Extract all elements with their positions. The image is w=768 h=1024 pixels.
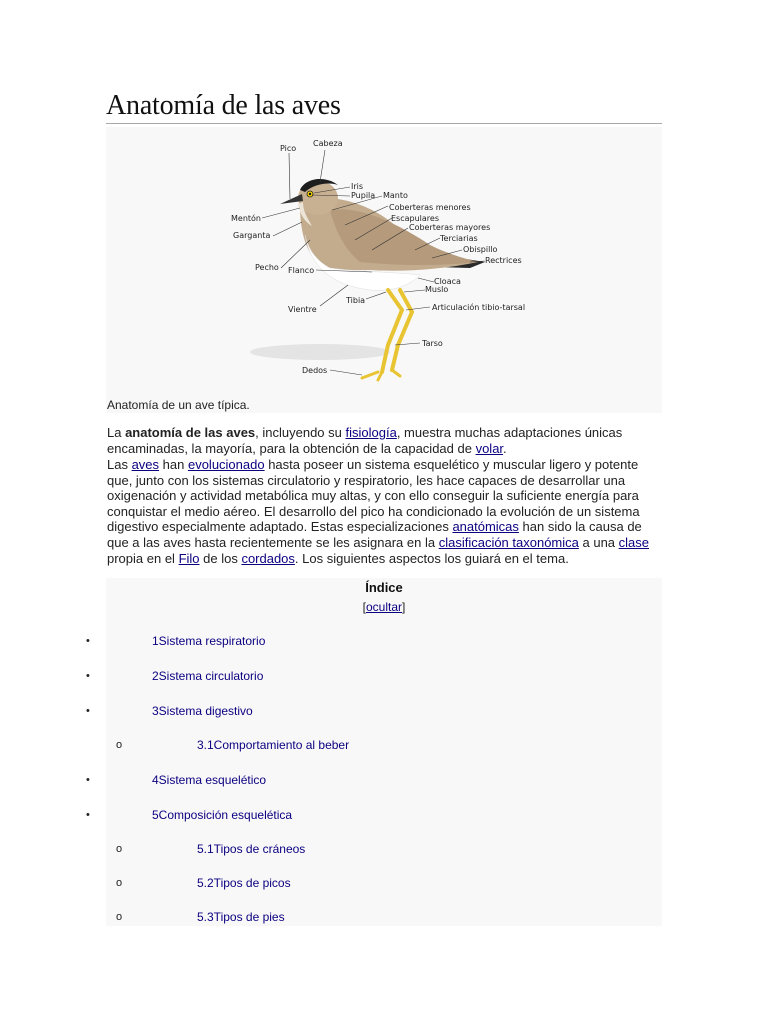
label-pupila: Pupila [351,191,376,200]
toc-bracket-close: ] [402,600,406,614]
p2-text-4: han sido la causa de que a las aves hasta recientemente se les asignara en la [107,519,642,550]
p2-text-7: de los [199,550,242,566]
label-menton: Mentón [231,214,261,223]
p1-text-4: . [503,440,507,456]
label-garganta: Garganta [233,231,271,240]
toc-item-tipos-de-picos[interactable]: 5.2Tipos de picos [197,876,291,890]
link-cordados[interactable]: cordados [241,550,295,566]
toc-sub-bullet: o [116,877,123,889]
toc-toggle [0,600,768,614]
label-tibia: Tibia [346,296,366,305]
label-cabeza: Cabeza [313,139,343,148]
toc-sub-bullet: o [116,911,123,923]
toc-bullet: • [86,774,90,786]
p2-text-2: han [159,457,188,472]
page-title: Anatomía de las aves [106,90,341,121]
p2-text-8: . Los siguientes aspectos los guiará en el tema. [294,550,569,566]
label-muslo: Muslo [425,285,449,294]
toc-bullet: • [86,670,90,682]
bird-anatomy-diagram [106,127,662,413]
label-iris: Iris [351,182,364,191]
bird-legs [382,290,412,372]
link-clase[interactable]: clase [618,534,650,550]
toc-item-sistema-respiratorio[interactable]: 1Sistema respiratorio [152,634,266,648]
link-volar[interactable]: volar [475,440,504,456]
intro-paragraph-2 [107,457,659,566]
bird-pupil [309,193,311,195]
link-filo[interactable]: Filo [178,550,200,566]
label-pico: Pico [280,144,297,153]
toc-item-composicion-esqueletica[interactable]: 5Composición esquelética [152,808,293,822]
toc-sub-bullet: o [116,843,123,855]
p2-text-6: propia en el [107,550,179,566]
label-manto: Manto [383,191,408,200]
toc-item-sistema-esqueletico[interactable]: 4Sistema esquelético [152,773,267,787]
figure-caption: Anatomía de un ave típica. [107,398,250,412]
p1-text-2: , incluyendo su [255,425,346,440]
toc-item-tipos-de-pies[interactable]: 5.3Tipos de pies [197,910,285,924]
title-divider [106,123,662,124]
toc-sub-bullet: o [116,739,123,751]
table-of-contents [106,578,662,926]
p1-text-3: , muestra muchas adaptaciones únicas encaminadas, la mayoría, para la obtención de la capacidad de [107,425,623,456]
label-coberteras-menores: Coberteras menores [389,203,471,212]
toc-bullet: • [86,705,90,717]
label-tarso: Tarso [422,339,443,348]
toc-hide-link[interactable]: ocultar [365,600,403,614]
label-dedos: Dedos [302,366,328,375]
bird-figure [106,127,662,413]
toc-item-sistema-circulatorio[interactable]: 2Sistema circulatorio [152,669,264,683]
p2-text-1: Las [107,457,132,472]
toc-title: Índice [365,580,403,595]
toc-bullet: • [86,809,90,821]
ground-shadow [250,344,390,360]
toc-item-sistema-digestivo[interactable]: 3Sistema digestivo [152,704,253,718]
link-aves[interactable]: aves [131,457,160,472]
p1-bold-term: anatomía de las aves [125,425,256,440]
p2-text-5: a una [578,534,619,550]
label-escapulares: Escapulares [391,214,439,223]
label-articulacion: Articulación tibio-tarsal [432,303,526,312]
p2-text-3: hasta poseer un sistema esquelético y muscular ligero y potente que, junto con los sistemas circulatorio y respiratorio, les hace capaces de desarrollar una oxigenación y actividad metabólica muy altas, y con ello conseguir la suficiente energía para conquistar el medio aéreo. El desarrollo del pico ha condicionado la evolución de un sistema digestivo especialmente adaptado. Estas especializaciones [107,457,640,535]
label-pecho: Pecho [255,263,279,272]
toc-item-comportamiento-al-beber[interactable]: 3.1Comportamiento al beber [197,738,350,752]
link-fisiologia[interactable]: fisiología [345,425,397,440]
link-clasificacion-taxonomica[interactable]: clasificación taxonómica [438,534,579,550]
label-flanco: Flanco [288,266,315,275]
p1-text-1: La [107,425,126,440]
toc-bracket-open: [ [362,600,366,614]
toc-item-tipos-de-craneos[interactable]: 5.1Tipos de cráneos [197,842,306,856]
toc-bullet: • [86,635,90,647]
label-coberteras-mayores: Coberteras mayores [409,223,491,232]
label-cloaca: Cloaca [434,277,461,286]
link-evolucionado[interactable]: evolucionado [187,457,265,472]
link-anatomicas[interactable]: anatómicas [452,519,519,535]
label-rectrices: Rectrices [485,256,522,265]
label-obispillo: Obispillo [463,245,498,254]
label-terciarias: Terciarias [440,234,478,243]
bird-toes [362,370,400,380]
label-vientre: Vientre [288,305,317,314]
intro-paragraph-1 [107,425,659,456]
